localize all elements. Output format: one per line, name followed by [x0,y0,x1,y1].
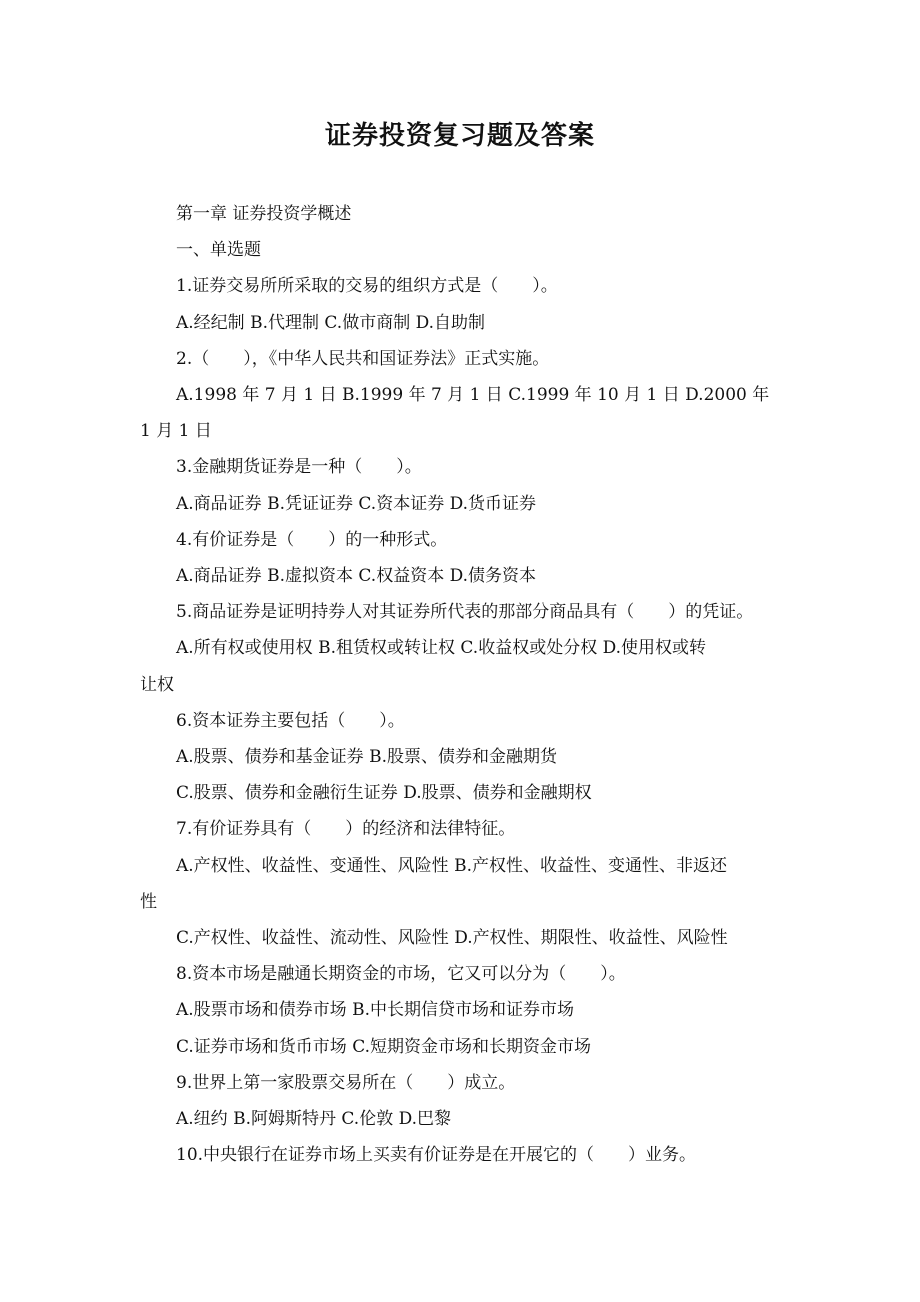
question-6-options-line-1: A.股票、债券和基金证券 B.股票、债券和金融期货 [176,747,557,768]
question-8-stem: 8.资本市场是融通长期资金的市场，它又可以分为（ ）。 [176,964,626,985]
question-7-options-continued: 性 [140,891,157,912]
question-5-options: A.所有权或使用权 B.租赁权或转让权 C.收益权或处分权 D.使用权或转 [176,638,707,659]
question-9-stem: 9.世界上第一家股票交易所在（ ）成立。 [176,1072,516,1093]
question-7-options-line-1: A.产权性、收益性、变通性、风险性 B.产权性、收益性、变通性、非返还 [176,855,727,876]
question-10-stem: 10.中央银行在证券市场上买卖有价证券是在开展它的（ ）业务。 [176,1145,697,1166]
question-5-stem: 5.商品证券是证明持券人对其证券所代表的那部分商品具有（ ）的凭证。 [176,602,754,623]
question-3-options: A.商品证券 B.凭证证券 C.资本证券 D.货币证券 [176,493,537,514]
question-1-stem: 1.证券交易所所采取的交易的组织方式是（ ）。 [176,276,558,297]
question-6-options-line-2: C.股票、债券和金融衍生证券 D.股票、债券和金融期权 [176,783,592,804]
question-9-options: A.纽约 B.阿姆斯特丹 C.伦敦 D.巴黎 [176,1109,452,1130]
question-3-stem: 3.金融期货证券是一种（ ）。 [176,457,422,478]
document-title: 证券投资复习题及答案 [324,121,595,151]
question-8-options-line-2: C.证券市场和货币市场 C.短期资金市场和长期资金市场 [176,1036,592,1057]
question-4-stem: 4.有价证券是（ ）的一种形式。 [176,529,448,550]
question-7-stem: 7.有价证券具有（ ）的经济和法律特征。 [176,819,516,840]
question-2-options: A.1998 年 7 月 1 日 B.1999 年 7 月 1 日 C.1999 年 10 月 1 日 D.2000 年 [176,385,770,406]
question-2-options-continued: 1 月 1 日 [140,421,212,442]
question-7-options-line-2: C.产权性、收益性、流动性、风险性 D.产权性、期限性、收益性、风险性 [176,928,728,949]
question-2-stem: 2.（ ），《中华人民共和国证券法》正式实施。 [176,348,550,369]
question-1-options: A.经纪制 B.代理制 C.做市商制 D.自助制 [176,312,486,333]
question-6-stem: 6.资本证券主要包括（ ）。 [176,710,405,731]
document-body [140,196,792,1173]
question-4-options: A.商品证券 B.虚拟资本 C.权益资本 D.债务资本 [176,566,537,587]
question-5-options-continued: 让权 [140,674,174,695]
chapter-heading: 第一章 证券投资学概述 [176,204,352,224]
question-8-options-line-1: A.股票市场和债券市场 B.中长期信贷市场和证券市场 [176,1000,574,1021]
section-heading: 一、单选题 [176,240,261,261]
